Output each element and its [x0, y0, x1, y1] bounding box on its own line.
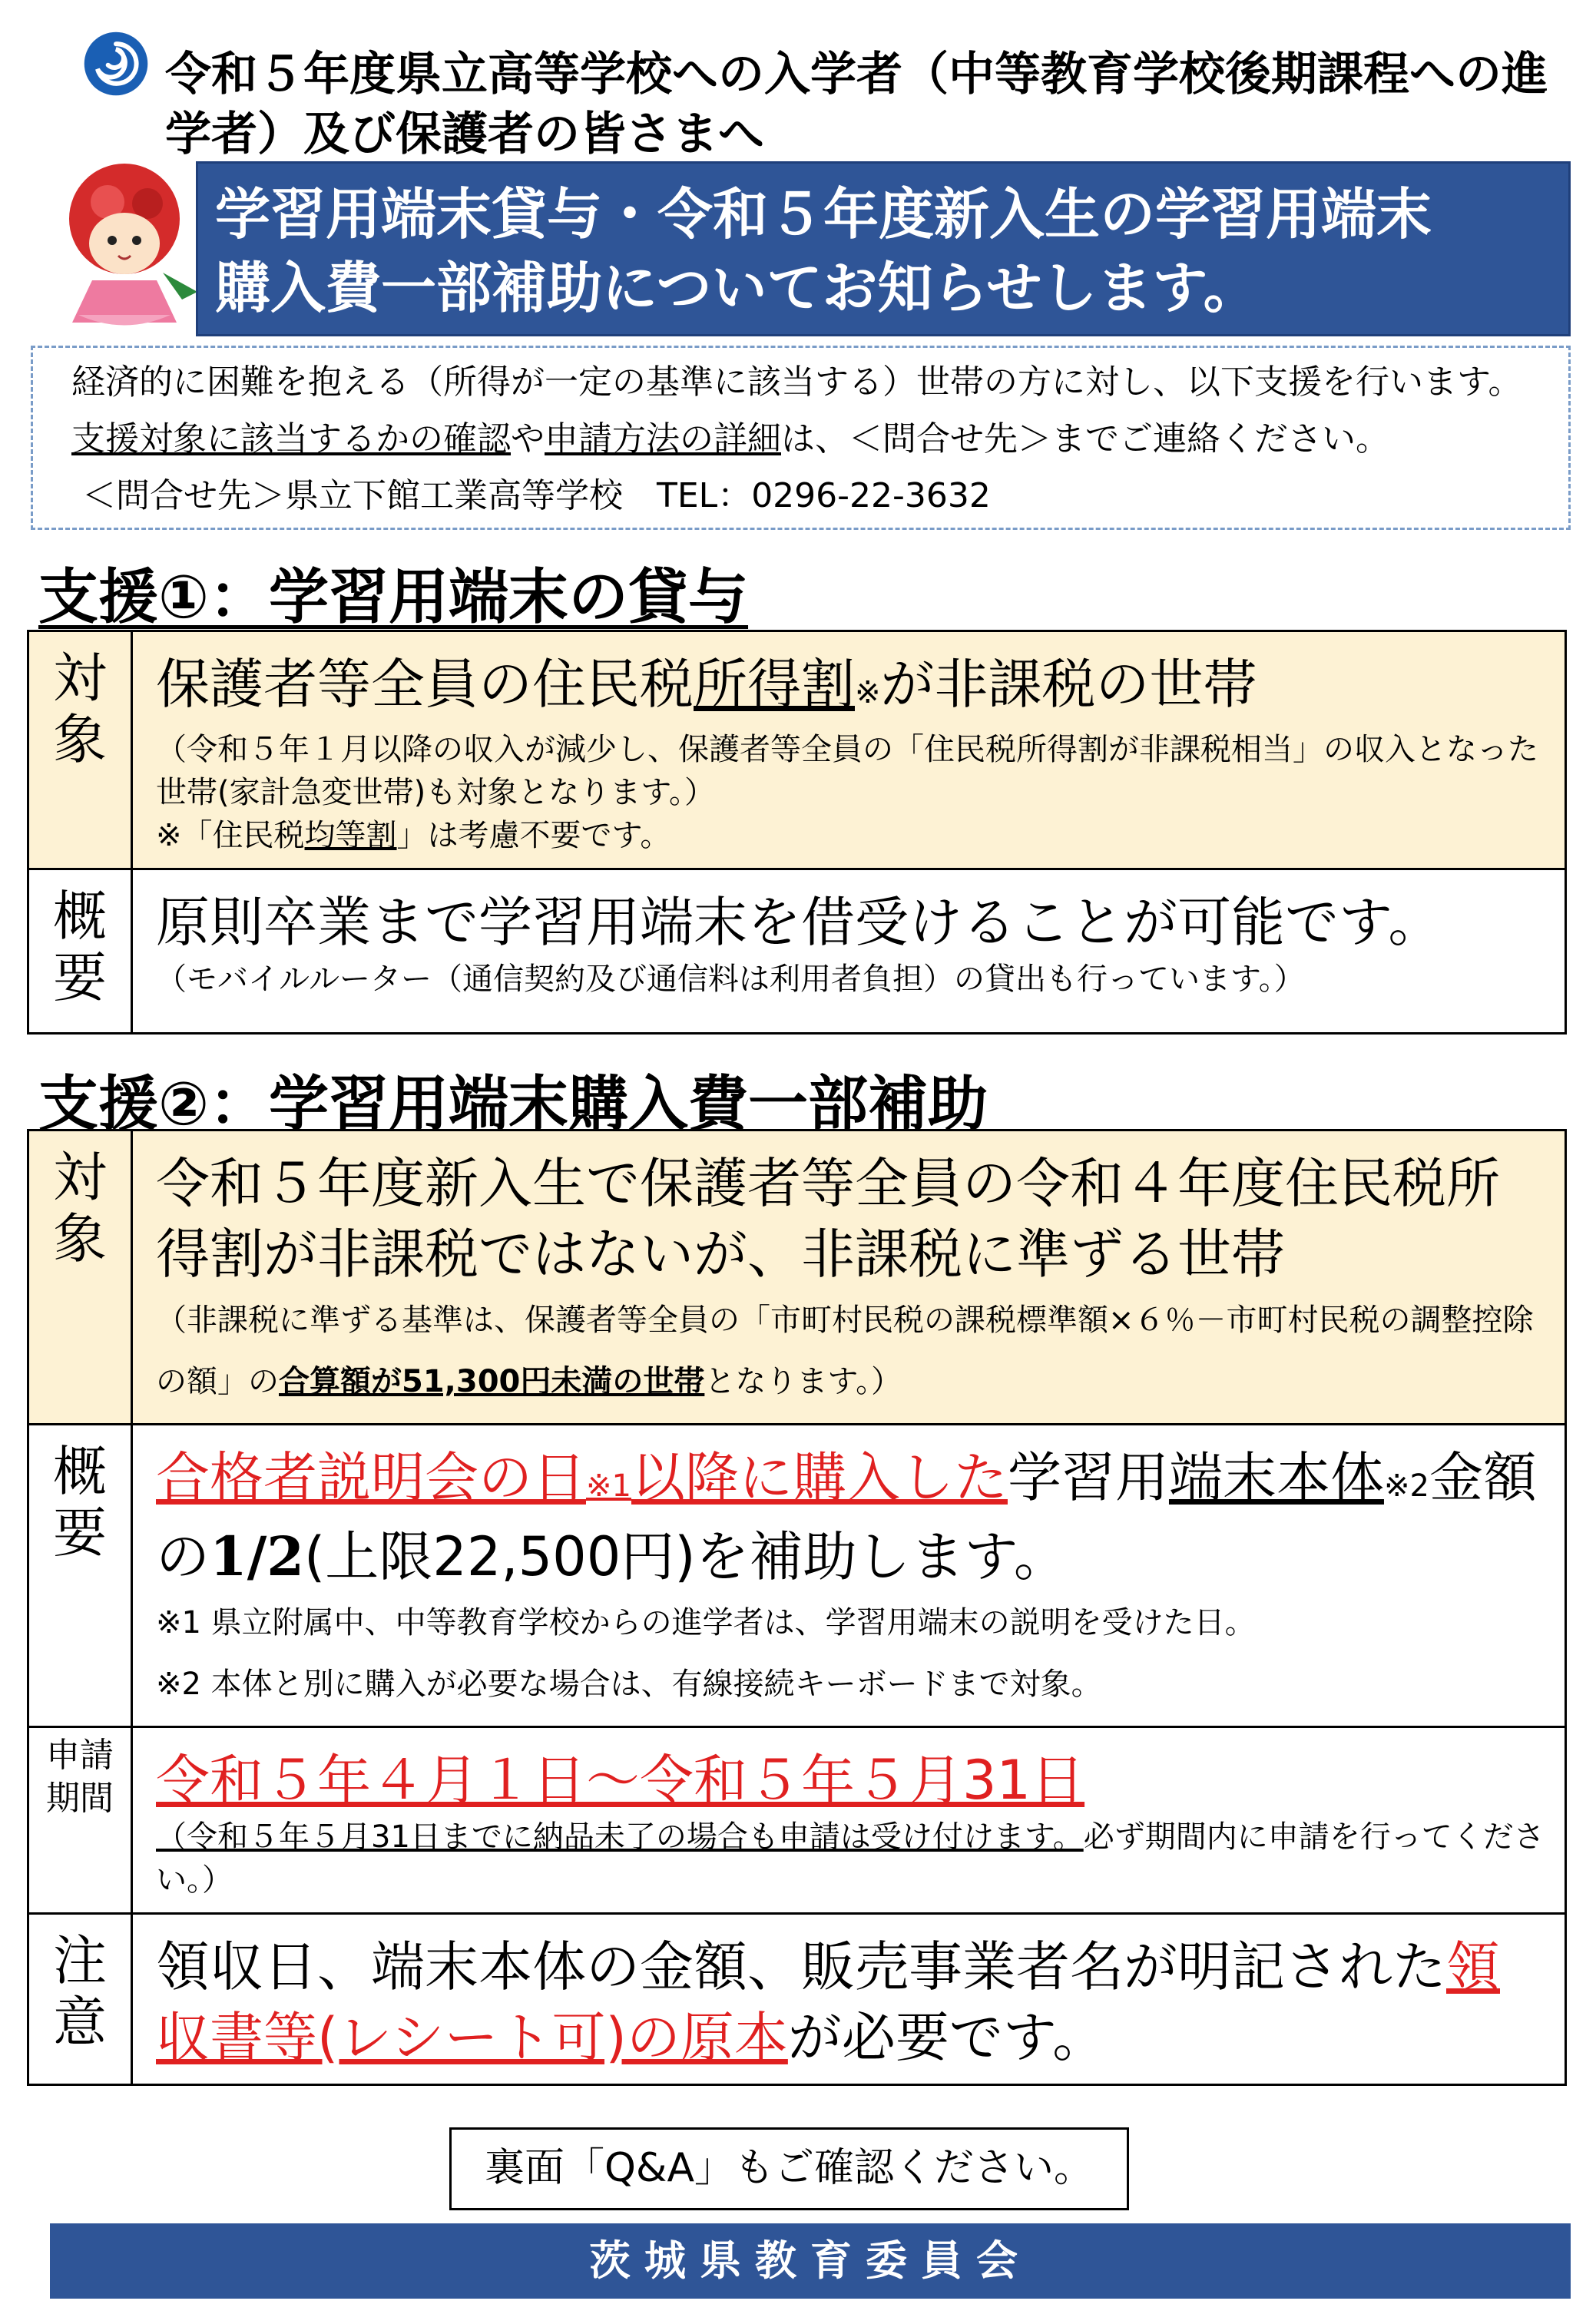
banner-line-1: 学習用端末貸与・令和５年度新入生の学習用端末: [215, 182, 1432, 247]
target-main-c: が非課税の世帯: [880, 653, 1257, 716]
support1-table: [27, 630, 1567, 1035]
ov-red-a: 合格者説明会の日: [156, 1446, 586, 1509]
support1-overview-main: 原則卒業まで学習用端末を借受けることが可能です。: [156, 891, 1442, 954]
support2-target-row: [28, 1131, 1566, 1425]
support2-period-note: [156, 1816, 1549, 1902]
support1-overview-content: [132, 869, 1566, 1034]
notice-box: [31, 346, 1571, 530]
support2-overview-note-1: ※1 県立附属中、中等教育学校からの進学者は、学習用端末の説明を受けた日。: [156, 1605, 1256, 1640]
ov-fraction: 1/2: [210, 1524, 304, 1588]
support1-overview-note: （モバイルルーター（通信契約及び通信料は利用者負担）の貸出も行っています。）: [156, 962, 1305, 997]
support1-overview-label: 概要: [28, 869, 132, 1034]
support1-target-note-2: [156, 814, 1549, 857]
support1-target-label: 対象: [28, 631, 132, 869]
caution-c: が必要です。: [787, 2006, 1107, 2069]
contact-info: ＜問合せ先＞県立下館工業高等学校 TEL：0296-22-3632: [82, 476, 991, 515]
notice-contact-request: は、＜問合せ先＞までご連絡ください。: [781, 419, 1389, 458]
support2-target-note: [156, 1289, 1549, 1412]
ov-mark1: ※1: [586, 1468, 631, 1504]
s2-note-a: （非課税に準ずる基準は、保護者等全員の「市町村民税の課税標準額×６％－市町村民税の調整控除の額」の: [156, 1303, 1534, 1399]
notice-line-1: 経済的に困難を抱える（所得が一定の基準に該当する）世帯の方に対し、以下支援を行います。: [71, 362, 1522, 402]
support2-heading-text: 支援②：学習用端末購入費一部補助: [38, 1070, 988, 1139]
support2-caution-content: [132, 1914, 1566, 2085]
support1-target-main: [156, 649, 1549, 728]
notice-eligibility: 支援対象に該当するかの確認: [71, 419, 511, 458]
ov-e: 金額の: [156, 1446, 1537, 1588]
support1-heading-text: 支援①：学習用端末の貸与: [38, 563, 749, 632]
support1-target-row: [28, 631, 1566, 869]
support2-target-label: 対象: [28, 1131, 132, 1425]
support2-period-main: 令和５年４月１日～令和５年５月31日: [156, 1749, 1085, 1812]
prefecture-logo-icon: [83, 31, 149, 97]
ov-red-b: 以降に購入した: [631, 1446, 1008, 1509]
notice-application: 申請方法の詳細: [545, 419, 781, 458]
support2-period-content: [132, 1727, 1566, 1914]
support1-target-content: [132, 631, 1566, 869]
banner-line-2: 購入費一部補助についてお知らせします。: [215, 256, 1259, 320]
notice-connector: や: [511, 419, 545, 458]
support2-period-label: 申請期間: [28, 1727, 132, 1914]
support2-table: [27, 1129, 1567, 2086]
notice-line-2: [71, 411, 1568, 468]
ov-f: (上限22,500円)を補助します。: [303, 1525, 1068, 1588]
support2-overview-content: [132, 1425, 1566, 1727]
support2-overview-note-2: ※2 本体と別に購入が必要な場合は、有線接続キーボードまで対象。: [156, 1667, 1102, 1702]
support2-overview-main: [156, 1442, 1549, 1592]
support1-overview-row: [28, 869, 1566, 1034]
period-note-a: （令和５年５月31日までに納品未了の場合も申請は受け付けます。: [156, 1819, 1084, 1855]
support1-heading: [38, 549, 748, 635]
s2-note-b: 合算額が51,300円未満の世帯: [279, 1364, 705, 1399]
audience-heading: 令和５年度県立高等学校への入学者（中等教育学校後期課程への進学者）及び保護者の皆さまへ: [165, 48, 1548, 161]
support2-caution-row: [28, 1914, 1566, 2085]
target-main-mark: ※: [855, 675, 881, 710]
support2-caution-main: [156, 1932, 1549, 2073]
caution-a: 領収日、端末本体の金額、販売事業者名が明記された: [156, 1935, 1446, 1998]
target-main-b: 所得割: [694, 653, 855, 716]
ov-c: 学習用: [1007, 1446, 1169, 1509]
support2-target-content: [132, 1131, 1566, 1425]
note2-b: 均等割: [304, 818, 397, 853]
support2-caution-label: 注意: [28, 1914, 132, 2085]
caution-red: 領収書等(レシート可)の原本: [156, 1935, 1500, 2069]
support2-period-row: [28, 1727, 1566, 1914]
period-note-b: 必ず期間内に申請を行ってください。）: [156, 1819, 1545, 1898]
s2-note-c: となります。）: [704, 1364, 902, 1399]
mascot-character-icon: [48, 157, 209, 338]
note2-c: 」は考慮不要です。: [396, 818, 671, 853]
support2-overview-row: [28, 1425, 1566, 1727]
ov-d: 端末本体: [1168, 1446, 1384, 1509]
note2-a: ※「住民税: [156, 818, 305, 853]
support2-overview-label: 概要: [28, 1425, 132, 1727]
target-main-a: 保護者等全員の住民税: [156, 653, 694, 716]
title-banner: [196, 161, 1571, 336]
support2-target-main: 令和５年度新入生で保護者等全員の令和４年度住民税所得割が非課税ではないが、非課税に準ずる世帯: [156, 1152, 1500, 1286]
support1-target-note-1: （令和５年１月以降の収入が減少し、保護者等全員の「住民税所得割が非課税相当」の収入となった世帯(家計急変世帯)も対象となります。）: [156, 732, 1538, 810]
qa-reminder-box: 裏面「Q&A」もご確認ください。: [449, 2127, 1129, 2210]
ov-mark2: ※2: [1383, 1468, 1429, 1504]
footer-banner: 茨城県教育委員会: [50, 2223, 1571, 2299]
